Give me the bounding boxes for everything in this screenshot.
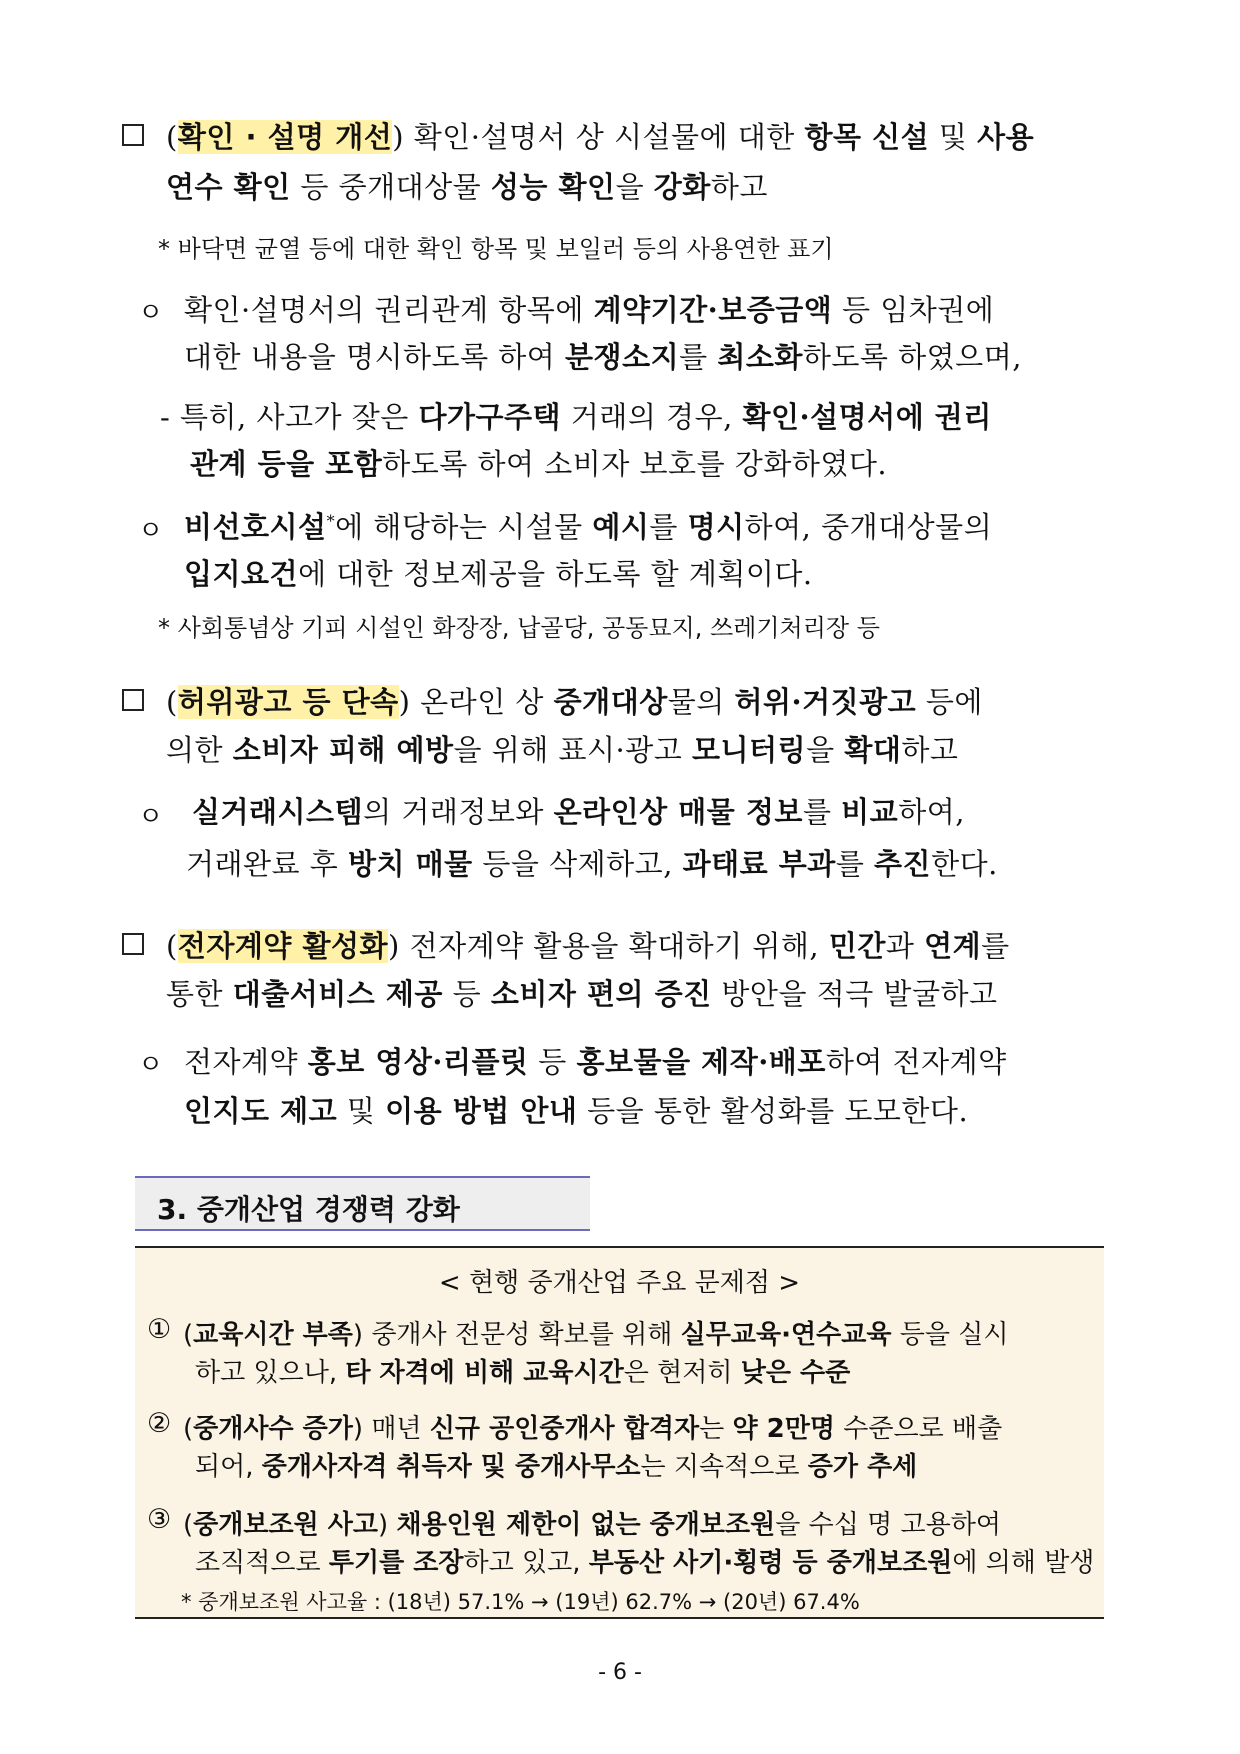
section2-line2: 의한 소비자 피해 예방을 위해 표시·광고 모니터링을 확대하고	[166, 733, 959, 767]
s1-bullet2-line1: 비선호시설*에 해당하는 시설물 예시를 명시하여, 중개대상물의	[184, 510, 993, 544]
s1-dash1-line1: - 특히, 사고가 잦은 다가구주택 거래의 경우, 확인·설명서에 권리	[160, 400, 992, 434]
bullet-icon: ㅇ	[138, 516, 164, 546]
section-heading	[135, 1176, 590, 1231]
section3-title: 전자계약 활성화	[177, 929, 389, 963]
issue1-line1: (교육시간 부족) 중개사 전문성 확보를 위해 실무교육·연수교육 등을 실시	[183, 1320, 1009, 1350]
checkbox-icon	[122, 124, 144, 146]
issues-note: * 중개보조원 사고율 : (18년) 57.1% → (19년) 62.7% → (20년) 67.4%	[181, 1590, 860, 1614]
section-heading-text: 3. 중개산업 경쟁력 강화	[157, 1193, 460, 1226]
checkbox-icon	[122, 689, 144, 711]
s1-bullet1-line2: 대한 내용을 명시하도록 하여 분쟁소지를 최소화하도록 하였으며,	[184, 340, 1022, 374]
circled-number-1: ①	[147, 1314, 172, 1345]
issues-box	[135, 1246, 1104, 1619]
s1-bullet2-line2: 입지요건에 대한 정보제공을 하도록 할 계획이다.	[184, 557, 813, 591]
section2-line1: (허위광고 등 단속) 온라인 상 중개대상물의 허위·거짓광고 등에	[166, 685, 983, 719]
s1-bullet1-line1: 확인·설명서의 권리관계 항목에 계약기간·보증금액 등 임차권에	[184, 293, 995, 327]
issue2-line2: 되어, 중개사자격 취득자 및 중개사무소는 지속적으로 증가 추세	[195, 1452, 918, 1482]
issue1-line2: 하고 있으나, 타 자격에 비해 교육시간은 현저히 낮은 수준	[195, 1358, 851, 1388]
section1-title: 확인 · 설명 개선	[177, 120, 393, 154]
section3-line1: (전자계약 활성화) 전자계약 활용을 확대하기 위해, 민간과 연계를	[166, 929, 1010, 963]
section1-line2: 연수 확인 등 중개대상물 성능 확인을 강화하고	[166, 170, 768, 204]
circled-number-2: ②	[147, 1408, 172, 1439]
section1-note: * 바닥면 균열 등에 대한 확인 항목 및 보일러 등의 사용연한 표기	[158, 235, 834, 263]
bullet-icon: ㅇ	[138, 1050, 164, 1080]
s1-dash1-line2: 관계 등을 포함하도록 하여 소비자 보호를 강화하였다.	[190, 447, 888, 481]
section1-note2: * 사회통념상 기피 시설인 화장장, 납골당, 공동묘지, 쓰레기처리장 등	[158, 614, 880, 642]
s3-bullet1-line1: 전자계약 홍보 영상·리플릿 등 홍보물을 제작·배포하여 전자계약	[184, 1045, 1007, 1079]
issue3-line1: (중개보조원 사고) 채용인원 제한이 없는 중개보조원을 수십 명 고용하여	[183, 1510, 1001, 1540]
bullet-icon: ㅇ	[138, 298, 164, 328]
checkbox-icon	[122, 933, 144, 955]
circled-number-3: ③	[147, 1504, 172, 1535]
issue3-line2: 조직적으로 투기를 조장하고 있고, 부동산 사기·횡령 등 중개보조원에 의해 발생	[195, 1548, 1095, 1578]
bullet-icon: ㅇ	[138, 802, 164, 832]
issue2-line1: (중개사수 증가) 매년 신규 공인중개사 합격자는 약 2만명 수준으로 배출	[183, 1414, 1003, 1444]
section1-line1: (확인 · 설명 개선) 확인·설명서 상 시설물에 대한 항목 신설 및 사용	[166, 120, 1035, 154]
page-number: - 6 -	[598, 1660, 642, 1685]
section2-title: 허위광고 등 단속	[177, 685, 399, 719]
s2-bullet1-line2: 거래완료 후 방치 매물 등을 삭제하고, 과태료 부과를 추진한다.	[186, 847, 998, 881]
s3-bullet1-line2: 인지도 제고 및 이용 방법 안내 등을 통한 활성화를 도모한다.	[184, 1094, 969, 1128]
section3-line2: 통한 대출서비스 제공 등 소비자 편의 증진 방안을 적극 발굴하고	[166, 977, 998, 1011]
issues-title: < 현행 중개산업 주요 문제점 >	[438, 1268, 801, 1298]
s2-bullet1-line1: 실거래시스템의 거래정보와 온라인상 매물 정보를 비교하여,	[192, 795, 965, 829]
